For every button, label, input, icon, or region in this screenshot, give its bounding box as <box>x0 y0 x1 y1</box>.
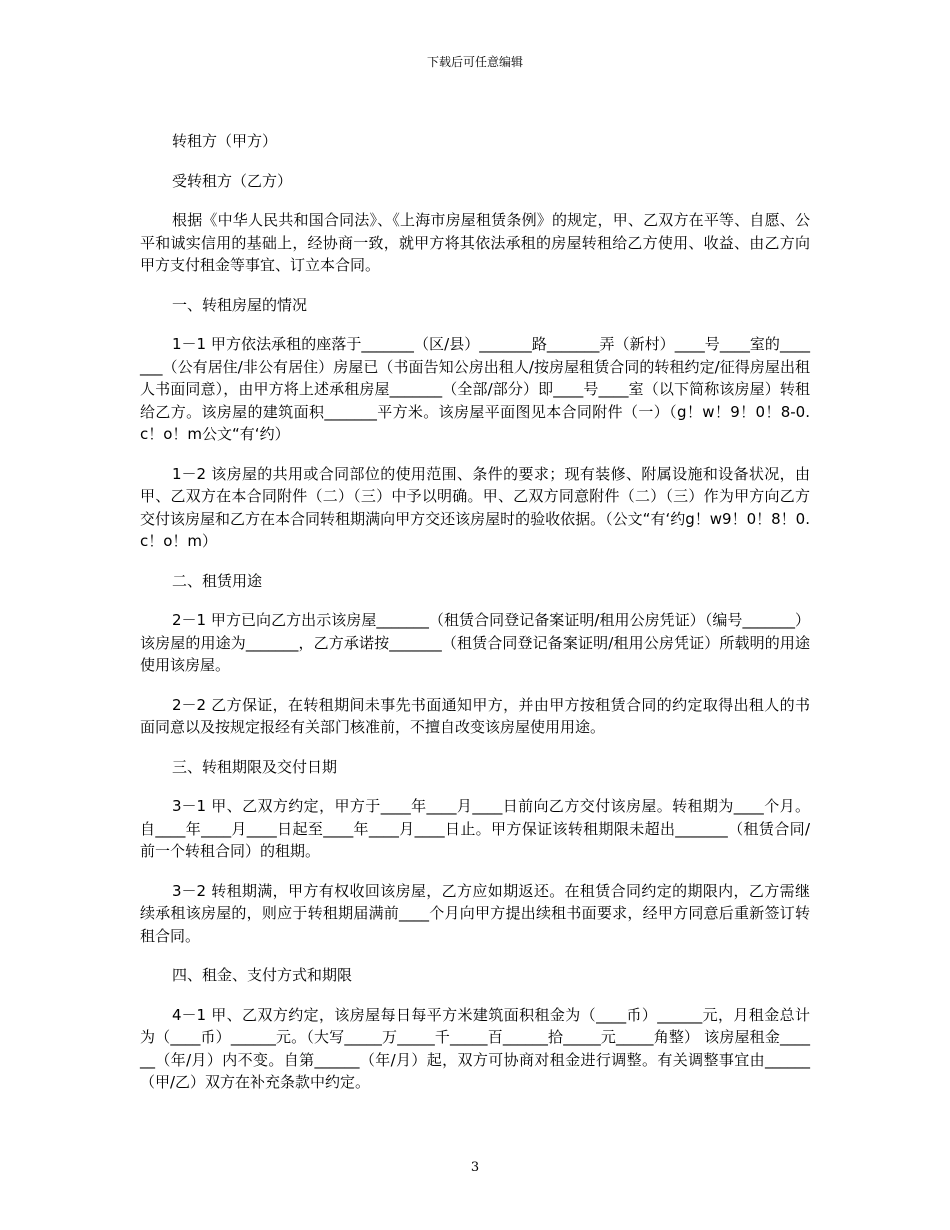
party-a-line: 转租方（甲方） <box>172 132 278 150</box>
section-heading-4: 四、租金、支付方式和期限 <box>172 966 353 984</box>
clause-4-1: 4－1 甲、乙双方约定，该房屋每日每平方米建筑面积租金为（____币）______元，月租金总计为（____币）______元。（大写_____万_____千_____百______拾_____元_____角整） 该房屋租金______（年/月）内不变。自第______（年/月）起，双方可协商对租金进行调整。有关调整事宜由______（甲/乙）双方在补充条款中约定。 <box>140 1005 810 1091</box>
clause-2-2: 2－2 乙方保证，在转租期间未事先书面通知甲方，并由甲方按租赁合同的约定取得出租人的书面同意以及按规定报经有关部门核准前，不擅自改变该房屋使用用途。 <box>140 695 810 736</box>
page-header: 下载后可任意编辑 <box>426 55 523 69</box>
clause-3-1: 3－1 甲、乙双方约定，甲方于____年____月____日前向乙方交付该房屋。转租期为____个月。自____年____月____日起至____年____月____日止。甲方保证该转租期限未超出_______（租赁合同/前一个转租合同）的租期。 <box>140 797 810 860</box>
section-heading-1: 一、转租房屋的情况 <box>172 295 308 314</box>
page-number: 3 <box>470 1160 480 1175</box>
party-b-line: 受转租方（乙方） <box>172 171 293 190</box>
document-body <box>140 130 810 1111</box>
clause-1-1: 1－1 甲方依法承租的座落于_______（区/县）_______路_______弄（新村）____号____室的_______（公有居住/非公有居住）房屋已（书面告知公房出租人/按房屋租赁合同的转租约定/征得房屋出租人书面同意），由甲方将上述承租房屋_______（全部/部分）即____号____室（以下简称该房屋）转租给乙方。该房屋的建筑面积_______平方米。该房屋平面图见本合同附件（一）（g！w！9！0！8-0.c！o！m公文“有‘约） <box>140 335 810 443</box>
section-heading-3: 三、转租期限及交付日期 <box>172 757 338 776</box>
preamble-paragraph: 根据《中华人民共和国合同法》、《上海市房屋租赁条例》的规定，甲、乙双方在平等、自愿、公平和诚实信用的基础上，经协商一致，就甲方将其依法承租的房屋转租给乙方使用、收益、由乙方向甲方支付租金等事宜、订立本合同。 <box>140 211 810 274</box>
clause-1-2: 1－2 该房屋的共用或合同部位的使用范围、条件的要求；现有装修、附属设施和设备状况，由甲、乙双方在本合同附件（二）（三）中予以明确。甲、乙双方同意附件（二）（三）作为甲方向乙方交付该房屋和乙方在本合同转租期满向甲方交还该房屋时的验收依据。（公文“有‘约g！w9！0！8！0.c！o！m） <box>140 464 810 550</box>
section-heading-2: 二、租赁用途 <box>172 571 263 590</box>
clause-3-2: 3－2 转租期满，甲方有权收回该房屋，乙方应如期返还。在租赁合同约定的期限内，乙方需继续承租该房屋的，则应于转租期届满前____个月向甲方提出续租书面要求，经甲方同意后重新签订转租合同。 <box>140 881 810 945</box>
clause-2-1: 2－1 甲方已向乙方出示该房屋_______（租赁合同登记备案证明/租用公房凭证）（编号_______）该房屋的用途为_______，乙方承诺按_______（租赁合同登记备案证明/租用公房凭证）所载明的用途使用该房屋。 <box>140 611 810 674</box>
